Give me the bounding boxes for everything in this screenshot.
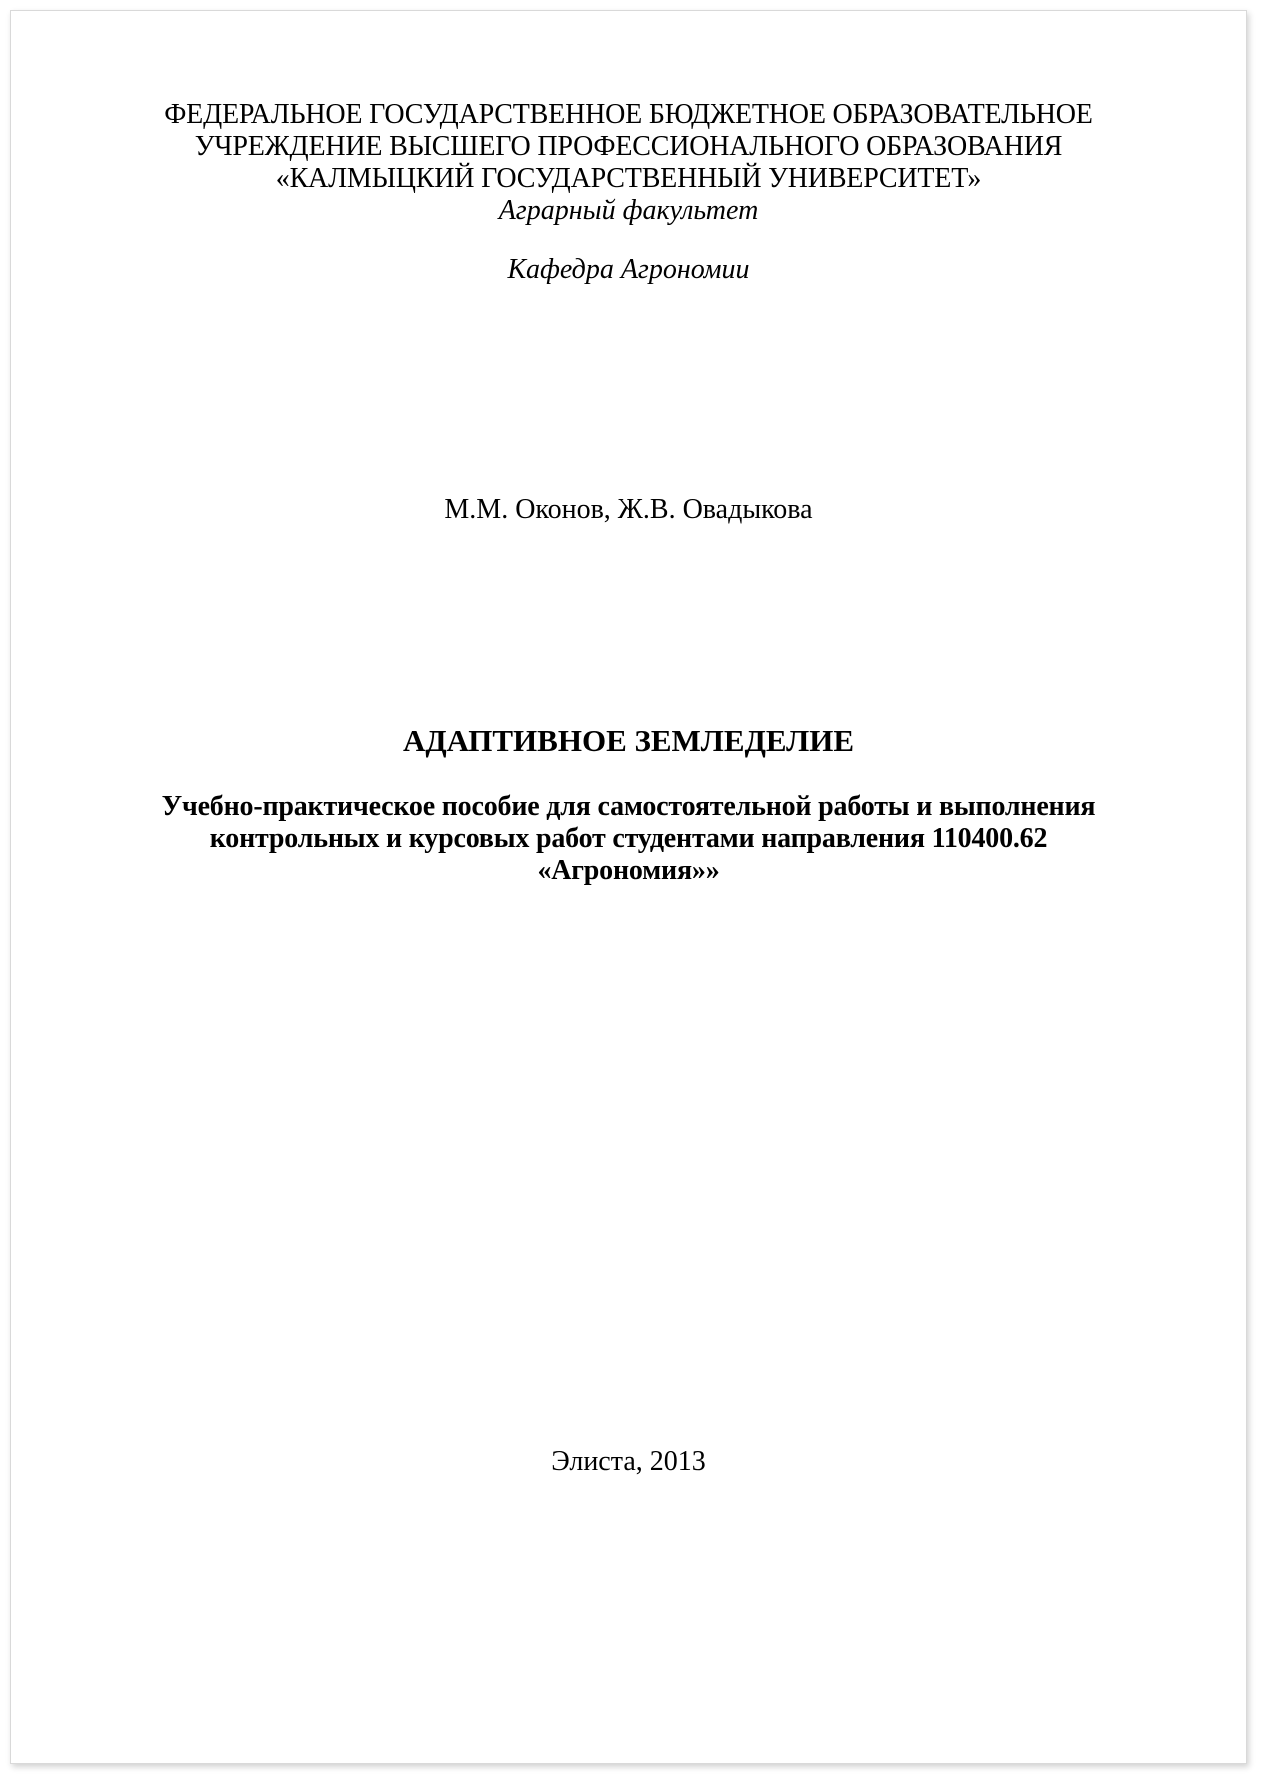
subtitle-line-1: Учебно-практическое пособие для самостоятельной работы и выполнения xyxy=(161,791,1096,822)
subtitle-line-2: контрольных и курсовых работ студентами направления 110400.62 xyxy=(209,823,1048,854)
place-and-year: Элиста, 2013 xyxy=(551,1446,706,1477)
authors: М.М. Оконов, Ж.В. Овадыкова xyxy=(444,494,813,525)
institution-line-3: «КАЛМЫЦКИЙ ГОСУДАРСТВЕННЫЙ УНИВЕРСИТЕТ» xyxy=(275,163,982,194)
document-title: АДАПТИВНОЕ ЗЕМЛЕДЕЛИЕ xyxy=(402,723,855,758)
institution-line-2: УЧРЕЖДЕНИЕ ВЫСШЕГО ПРОФЕССИОНАЛЬНОГО ОБРАЗОВАНИЯ xyxy=(194,131,1063,162)
faculty-name: Аграрный факультет xyxy=(498,195,759,226)
department-name: Кафедра Агрономии xyxy=(507,254,750,285)
subtitle-line-3: «Агрономия»» xyxy=(537,855,720,886)
institution-line-1: ФЕДЕРАЛЬНОЕ ГОСУДАРСТВЕННОЕ БЮДЖЕТНОЕ ОБРАЗОВАТЕЛЬНОЕ xyxy=(164,99,1093,130)
document-page xyxy=(10,10,1247,1764)
